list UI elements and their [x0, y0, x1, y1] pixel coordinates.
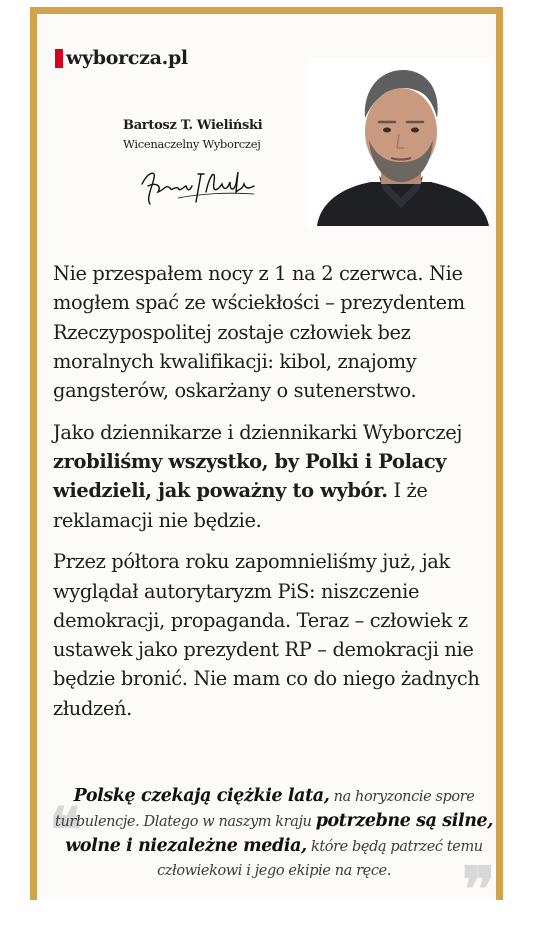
- author-name: Bartosz T. Wieliński: [123, 118, 263, 133]
- pull-quote: [55, 784, 493, 883]
- paragraph-2-bold: zrobiliśmy wszystko, by Polki i Polacy wiedzieli, jak poważny to wybór.: [53, 450, 447, 503]
- author-role: Wicenaczelny Wyborczej: [123, 137, 261, 151]
- paragraph-1: Nie przespałem nocy z 1 na 2 czerwca. Nie mogłem spać ze wściekłości – prezydentem Rzeczypospolitej zostaje człowiek bez moralnych kwalifikacji: kibol, znajomy gangsterów, oskarżany o sutenerstwo.: [53, 262, 465, 403]
- paragraph-2-intro: Jako dziennikarze i dziennikarki Wyborczej: [53, 420, 463, 444]
- quote-bold-2: potrzebne są silne, wolne i niezależne media,: [65, 811, 493, 856]
- brand-logo[interactable]: [55, 47, 188, 69]
- quote-open-icon: ❞: [49, 767, 83, 840]
- logo-text: wyborcza.pl: [66, 47, 188, 69]
- author-photo: [309, 58, 492, 226]
- article-card: [30, 7, 503, 926]
- paragraph-2: [53, 418, 493, 535]
- paragraph-2-outro: I że reklamacji nie będzie.: [53, 479, 428, 532]
- quote-text-1: na horyzoncie spore turbulencje. Dlatego w naszym kraju: [55, 789, 475, 830]
- quote-close-icon: ❞: [462, 853, 496, 926]
- header: [37, 14, 496, 226]
- signature-icon: [138, 164, 258, 209]
- logo-mark-icon: [55, 49, 63, 68]
- quote-text-2: które będą patrzeć temu człowiekowi i jego ekipie na ręce.: [157, 839, 483, 879]
- paragraph-3: Przez półtora roku zapomnieliśmy już, jak wyglądał autorytaryzm PiS: niszczenie demokracji, propaganda. Teraz – człowiek z ustawek jako prezydent RP – demokracji nie będzie bronić. Nie mam co do niego żadnych złudzeń.: [53, 550, 480, 720]
- article-body: [53, 259, 493, 735]
- quote-bold-1: Polskę czekają ciężkie lata,: [73, 786, 330, 806]
